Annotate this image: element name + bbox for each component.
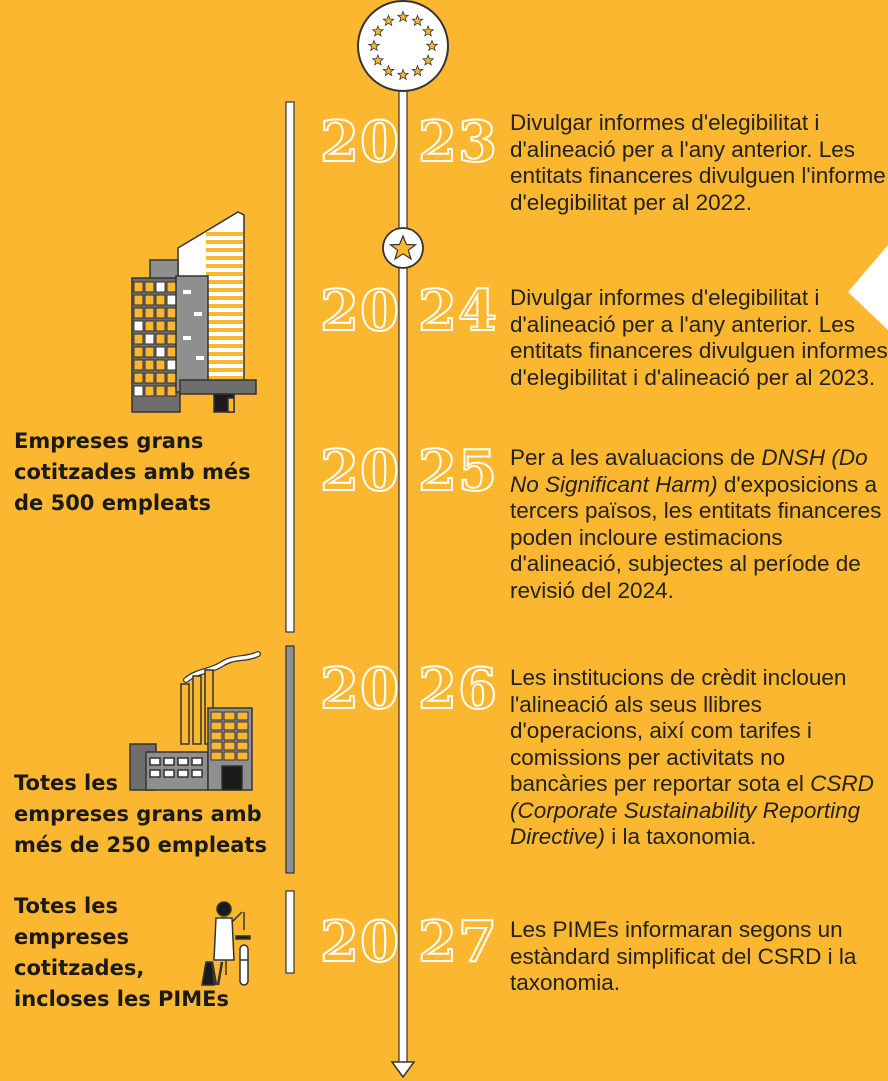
description-2025-text: Per a les avaluacions de bbox=[510, 445, 762, 470]
description-2025 bbox=[510, 445, 888, 604]
year-2027-left: 20 bbox=[320, 909, 400, 975]
description-2027: Les PIMEs informaran segons un estàndard simplificat del CSRD i la taxonomia. bbox=[510, 917, 857, 995]
group-bar-pimes bbox=[286, 891, 294, 973]
description-2026-text-end: i la taxonomia. bbox=[605, 824, 757, 849]
group-label-line: Totes les bbox=[14, 894, 118, 918]
star-milestone-icon bbox=[383, 228, 423, 268]
csrd-term: CSRD (Corporate Sustainability Reporting Directive) bbox=[510, 771, 874, 849]
group-label-line: empreses grans amb bbox=[14, 802, 262, 826]
arrow-down-icon bbox=[392, 1062, 414, 1077]
group-label-pimes bbox=[14, 891, 229, 1015]
description-2025-text-end: d'exposicions a tercers països, les entitats financeres poden incloure estimacions d'alineació, subjectes al període de revisió del 2024. bbox=[510, 471, 882, 603]
year-2024-left: 20 bbox=[320, 278, 400, 344]
dnsh-term: DNSH (Do No Significant Harm) bbox=[510, 445, 868, 497]
group-label-250 bbox=[14, 768, 267, 861]
description-2024: Divulgar informes d'elegibilitat i d'alineació per a l'any anterior. Les entitats financeres divulguen informes d'elegibilitat i d'alineació per al 2023. bbox=[510, 285, 888, 390]
year-2025-left: 20 bbox=[320, 438, 400, 504]
year-2024-right: 24 bbox=[418, 278, 498, 344]
group-label-line: cotitzades, bbox=[14, 956, 145, 980]
year-2027-right: 27 bbox=[418, 909, 498, 975]
year-2023-left: 20 bbox=[320, 109, 400, 175]
description-2026-text: Les institucions de crèdit inclouen l'alineació als seus llibres d'operacions, així com tarifes i comissions per activitats no bancàries per reportar sota el bbox=[510, 665, 847, 796]
group-label-line: Empreses grans bbox=[14, 429, 204, 453]
group-label-line: de 500 empleats bbox=[14, 491, 212, 515]
year-divider bbox=[400, 112, 406, 172]
year-2023-right: 23 bbox=[418, 109, 498, 175]
year-2025-right: 25 bbox=[418, 438, 498, 504]
year-2026-left: 20 bbox=[320, 656, 400, 722]
group-label-line: empreses bbox=[14, 925, 129, 949]
description-2026 bbox=[510, 665, 888, 851]
description-2023: Divulgar informes d'elegibilitat i d'alineació per a l'any anterior. Les entitats financeres divulguen l'informe d'elegibilitat per al 2022. bbox=[510, 110, 886, 215]
eu-flag-icon bbox=[358, 1, 448, 91]
group-bar-250 bbox=[286, 646, 294, 873]
year-2026-right: 26 bbox=[418, 656, 498, 722]
group-bar-500 bbox=[286, 102, 294, 632]
group-label-500 bbox=[14, 426, 251, 519]
group-label-line: incloses les PIMEs bbox=[14, 987, 229, 1011]
group-label-line: més de 250 empleats bbox=[14, 833, 267, 857]
office-building-icon bbox=[132, 212, 256, 412]
group-label-line: Totes les bbox=[14, 771, 118, 795]
group-label-line: cotitzades amb més bbox=[14, 460, 251, 484]
